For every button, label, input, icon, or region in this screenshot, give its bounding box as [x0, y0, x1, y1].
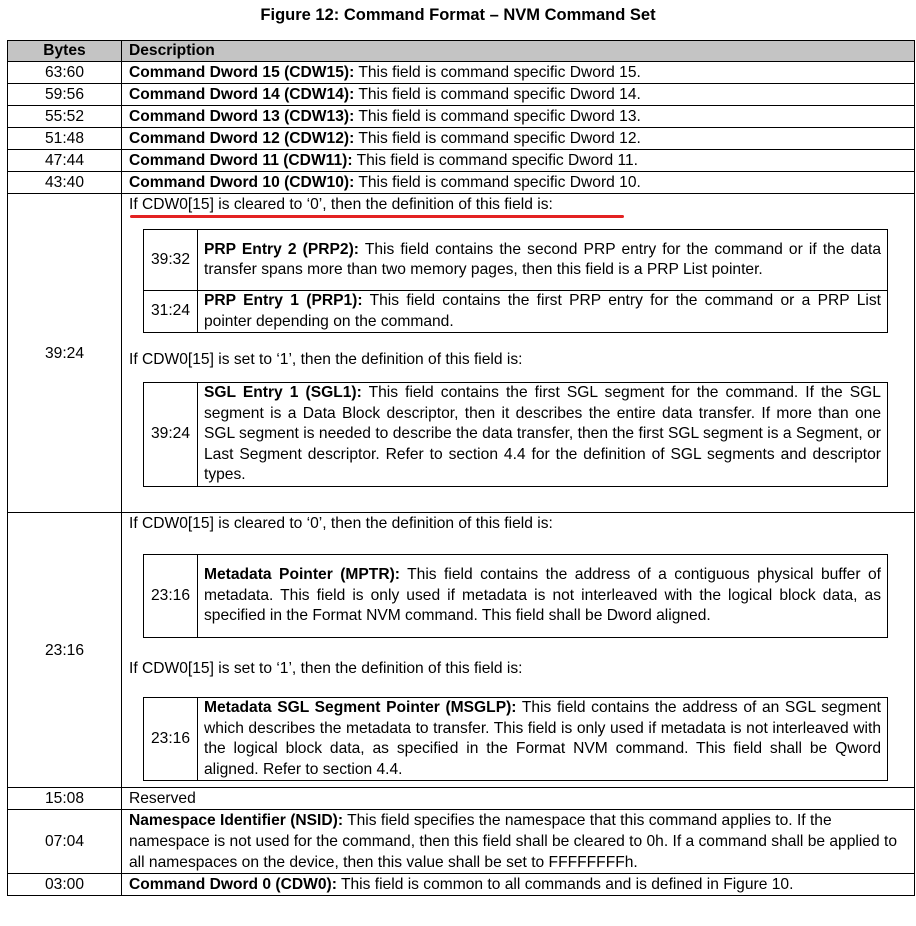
- field-name: Command Dword 15 (CDW15):: [129, 64, 355, 81]
- table-header-row: [8, 41, 915, 62]
- field-name: Command Dword 11 (CDW11):: [129, 152, 353, 169]
- field-name: Command Dword 0 (CDW0):: [129, 876, 337, 893]
- subtable-row: [144, 555, 888, 638]
- bytes-cell: 15:08: [8, 788, 122, 810]
- field-name: Command Dword 10 (CDW10):: [129, 174, 355, 191]
- table-row: [8, 150, 915, 172]
- command-format-table: [7, 40, 915, 896]
- bytes-cell: 59:56: [8, 84, 122, 106]
- mptr-subtable: [143, 554, 888, 638]
- bytes-cell: 63:60: [8, 62, 122, 84]
- field-name: Command Dword 13 (CDW13):: [129, 108, 355, 125]
- field-name: Namespace Identifier (NSID):: [129, 812, 344, 829]
- prp-subtable: [143, 229, 888, 333]
- description-cell: [122, 513, 915, 788]
- bytes-cell: 07:04: [8, 810, 122, 874]
- field-text: This field contains the first SGL segment for the command. If the SGL segment is a Data Block descriptor, then it describes the entire data transfer. If more than one SGL segment is needed to describe the data transfer, then the first SGL segment is a Segment, or Last Segment descriptor. Refer to section 4.4 for the definition of SGL segments and descriptor types.: [204, 384, 881, 483]
- subtable-row: [144, 230, 888, 291]
- table-row: [8, 874, 915, 896]
- condition-text: If CDW0[15] is set to ‘1’, then the definition of this field is:: [129, 351, 523, 368]
- table-row: [8, 172, 915, 194]
- field-text: This field is command specific Dword 12.: [354, 130, 641, 147]
- field-name: Metadata Pointer (MPTR):: [204, 566, 400, 584]
- subtable-row: [144, 291, 888, 333]
- bytes-cell: 55:52: [8, 106, 122, 128]
- field-name: PRP Entry 1 (PRP1):: [204, 292, 363, 309]
- bytes-cell: 47:44: [8, 150, 122, 172]
- description-cell: [122, 62, 915, 84]
- field-text: This field is command specific Dword 15.: [354, 64, 641, 81]
- field-text: This field contains the second PRP entry for the command or if the data transfer spans more than two memory pages, then this field is a PRP List pointer.: [204, 240, 881, 278]
- field-text: This field is command specific Dword 13.: [354, 108, 641, 125]
- description-cell: [122, 172, 915, 194]
- bytes-column-header: Bytes: [8, 41, 122, 62]
- table-row: [8, 62, 915, 84]
- sub-description-cell: [198, 698, 888, 781]
- condition-text: If CDW0[15] is set to ‘1’, then the definition of this field is:: [129, 660, 523, 677]
- sub-bytes-cell: 31:24: [144, 291, 198, 333]
- bytes-cell: 23:16: [8, 513, 122, 788]
- sgl-subtable: [143, 382, 888, 487]
- bytes-cell: 43:40: [8, 172, 122, 194]
- subtable-row: [144, 698, 888, 781]
- table-row-dptr: [8, 194, 915, 513]
- field-text: This field is command specific Dword 10.: [354, 174, 641, 191]
- field-text: This field is command specific Dword 14.: [354, 86, 641, 103]
- sub-description-cell: [198, 291, 888, 333]
- description-cell: [122, 874, 915, 896]
- field-text: This field specifies the namespace that this command applies to. If the namespace is not used for the command, then this field shall be cleared to 0h. If a command shall be applied to all namespaces on the device, then this value shall be set to FFFFFFFFh.: [129, 812, 898, 871]
- description-column-header: Description: [122, 41, 915, 62]
- sub-bytes-cell: 23:16: [144, 555, 198, 638]
- field-name: Command Dword 12 (CDW12):: [129, 130, 355, 147]
- table-row: [8, 810, 915, 874]
- sub-description-cell: [198, 230, 888, 291]
- description-cell: [122, 810, 915, 874]
- field-text: This field contains the address of a contiguous physical buffer of metadata. This field is only used if metadata is not interleaved with the logical block data, as specified in the Format NVM command. This field shall be Dword aligned.: [204, 566, 881, 625]
- sub-description-cell: [198, 383, 888, 487]
- table-row: [8, 106, 915, 128]
- sub-bytes-cell: 23:16: [144, 698, 198, 781]
- table-row: [8, 788, 915, 810]
- msglp-subtable: [143, 697, 888, 781]
- bytes-cell: 39:24: [8, 194, 122, 513]
- field-text: This field contains the first PRP entry for the command or a PRP List pointer depending on the command.: [204, 292, 881, 330]
- description-cell: [122, 150, 915, 172]
- field-name: PRP Entry 2 (PRP2):: [204, 240, 359, 258]
- figure-title: Figure 12: Command Format – NVM Command Set: [260, 6, 656, 24]
- sub-bytes-cell: 39:24: [144, 383, 198, 487]
- red-highlight-underline: [130, 215, 624, 218]
- description-cell: [122, 84, 915, 106]
- description-cell: [122, 128, 915, 150]
- sub-bytes-cell: 39:32: [144, 230, 198, 291]
- field-text: This field is command specific Dword 11.: [352, 152, 638, 169]
- field-name: Command Dword 14 (CDW14):: [129, 86, 355, 103]
- field-text: This field contains the address of an SGL segment which describes the metadata to transfer. This field is only used if metadata is not interleaved with the logical block data, as specified in the Format NVM command. This field shall be Qword aligned. Refer to section 4.4.: [204, 699, 881, 778]
- field-name: SGL Entry 1 (SGL1):: [204, 384, 362, 401]
- bytes-cell: 03:00: [8, 874, 122, 896]
- table-row: [8, 128, 915, 150]
- condition-text: If CDW0[15] is cleared to ‘0’, then the definition of this field is:: [129, 196, 553, 213]
- description-cell: [122, 194, 915, 513]
- field-text: This field is common to all commands and is defined in Figure 10.: [336, 876, 794, 893]
- condition-text: If CDW0[15] is cleared to ‘0’, then the definition of this field is:: [129, 515, 553, 532]
- bytes-cell: 51:48: [8, 128, 122, 150]
- sub-description-cell: [198, 555, 888, 638]
- table-row: [8, 84, 915, 106]
- description-cell: [122, 106, 915, 128]
- description-cell: Reserved: [122, 788, 915, 810]
- subtable-row: [144, 383, 888, 487]
- field-name: Metadata SGL Segment Pointer (MSGLP):: [204, 699, 517, 716]
- table-row-mptr: [8, 513, 915, 788]
